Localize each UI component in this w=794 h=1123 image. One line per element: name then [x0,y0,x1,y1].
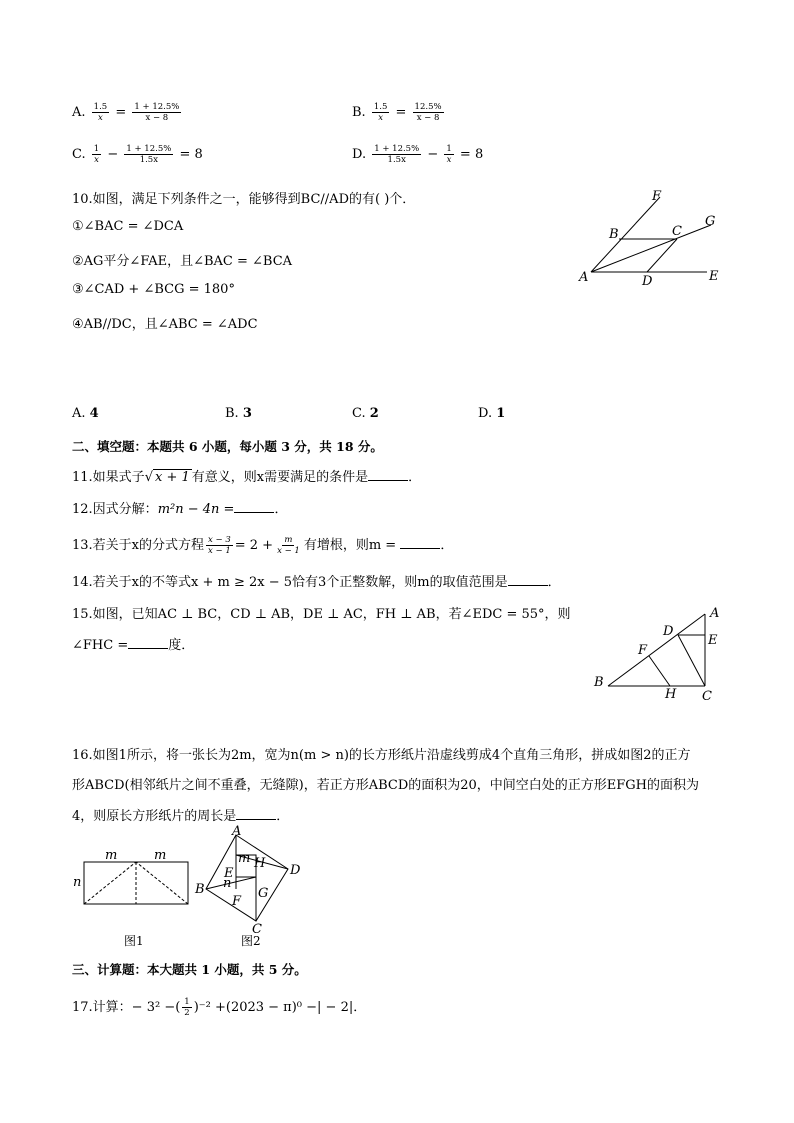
answer-blank [400,536,440,549]
q10-option-b: B. 3 [225,406,252,421]
fraction: $\frac{1}{x}$ [446,144,452,165]
q10-option-d: D. 1 [478,406,506,421]
label-b: B [195,882,205,897]
q13: 13.若关于x的分式方程 $\frac{x - 3}{x - 1}$ = 2 + $\frac{m}{x - 1}$ 有增根，则m = ． [72,535,454,556]
q9-option-a: A. $\frac{1.5}{x}$ = $\frac{1 + 12.5\%}{x - 8}$ [72,102,180,123]
square-abcd [206,835,288,921]
answer-blank [234,500,274,513]
q10-condition-4: ④AB//DC，且∠ABC = ∠ADC [72,317,258,332]
label-c: C [702,689,712,702]
label-c: C [252,922,262,935]
figure-caption: 图2 [241,934,261,948]
figure-caption: 图1 [124,934,144,948]
label-e: E [224,866,234,881]
q10-figure [575,185,725,295]
answer-blank [128,636,168,649]
label-f: F [652,189,662,204]
segment-fh [649,656,670,686]
label-b: B [609,227,619,242]
side-ab [608,614,705,686]
q16-figure-1 [70,848,195,918]
q12: 12.因式分解：m²n − 4n = ． [72,502,288,517]
sqrt: √ x + 1 [144,470,190,485]
q9-option-d: D. $\frac{1 + 12.5\%}{1.5x}$ − $\frac{1}{x}$ = 8 [352,144,484,165]
fraction: $\frac{1 + 12.5\%}{1.5x}$ [374,144,420,165]
label-e: E [709,269,719,284]
label-n: n [223,876,232,891]
fraction: $\frac{1 + 12.5\%}{x - 8}$ [134,102,180,123]
segment-cd [678,635,705,686]
q9-option-b: B. $\frac{1.5}{x}$ = $\frac{12.5\%}{x - 8}$ [352,102,442,123]
q10-option-a: A. 4 [72,406,99,421]
q10-condition-3: ③∠CAD + ∠BCG = 180° [72,282,235,297]
q10-option-c: C. 2 [352,406,379,421]
label-h: H [665,687,677,702]
q16-figure-2 [192,825,302,935]
q11: 11.如果式子√ x + 1 有意义，则x需要满足的条件是 ． [72,470,422,485]
q10-stem: 10.如图，满足下列条件之一，能够得到BC//AD的有( )个． [72,192,416,207]
label-h: H [254,856,266,871]
fraction: $\frac{x - 3}{x - 1}$ [208,535,231,556]
fraction: $\frac{1.5}{x}$ [93,102,108,123]
fraction: $\frac{1}{x}$ [93,144,100,165]
q15-line-1: 15.如图，已知AC ⊥ BC，CD ⊥ AB，DE ⊥ AC，FH ⊥ AB，若∠EDC = 55°，则 [72,607,571,622]
q15-figure [590,602,730,702]
label-g: G [705,214,716,229]
label-n: n [73,875,82,890]
q17: 17.计算：− 3² −( $\frac{1}{2}$ )⁻² +(2023 − π)⁰ −| − 2|． [72,997,367,1018]
label-m: m [238,851,251,866]
label-a: A [710,606,720,621]
fraction: $\frac{1}{2}$ [184,997,190,1018]
fraction: $\frac{1.5}{x}$ [373,102,388,123]
label-g: G [258,886,269,901]
q16-line-2: 形ABCD(相邻纸片之间不重叠，无缝隙)，若正方形ABCD的面积为20，中间空白处的正方形EFGH的面积为 [72,778,700,793]
dashed-cut [84,862,136,904]
label-a: A [579,270,589,285]
answer-blank [368,468,408,481]
answer-blank [236,807,276,820]
label-e: E [708,633,718,648]
label-d: D [663,624,674,639]
label-m: m [105,848,118,863]
section-2-heading: 二、填空题：本题共 6 小题，每小题 3 分，共 18 分。 [72,439,383,454]
label-m: m [154,848,167,863]
fraction: $\frac{m}{x - 1}$ [277,535,300,556]
fraction: $\frac{1 + 12.5\%}{1.5x}$ [126,144,172,165]
q10-condition-1: ①∠BAC = ∠DCA [72,219,184,234]
section-3-heading: 三、计算题：本大题共 1 小题，共 5 分。 [72,962,307,977]
q15-line-2: ∠FHC = 度． [72,638,195,653]
dashed-cut [136,862,188,904]
label-f: F [232,894,242,909]
label-d: D [642,274,653,289]
fraction: $\frac{12.5\%}{x - 8}$ [414,102,442,123]
q10-condition-2: ②AG平分∠FAE，且∠BAC = ∠BCA [72,254,293,269]
line-af [591,197,660,272]
q9-option-c: C. $\frac{1}{x}$ − $\frac{1 + 12.5\%}{1.5x}$ = 8 [72,144,203,165]
q14: 14.若关于x的不等式x + m ≥ 2x − 5恰有3个正整数解，则m的取值范围是 ． [72,575,561,590]
label-f: F [638,643,648,658]
answer-blank [508,573,548,586]
label-c: C [672,224,682,239]
label-a: A [232,825,242,839]
q16-line-3: 4，则原长方形纸片的周长是 ． [72,809,290,824]
label-d: D [290,863,301,878]
q16-line-1: 16.如图1所示，将一张长为2m，宽为n(m > n)的长方形纸片沿虚线剪成4个直角三角形，拼成如图2的正方 [72,748,691,763]
label-b: B [594,675,604,690]
